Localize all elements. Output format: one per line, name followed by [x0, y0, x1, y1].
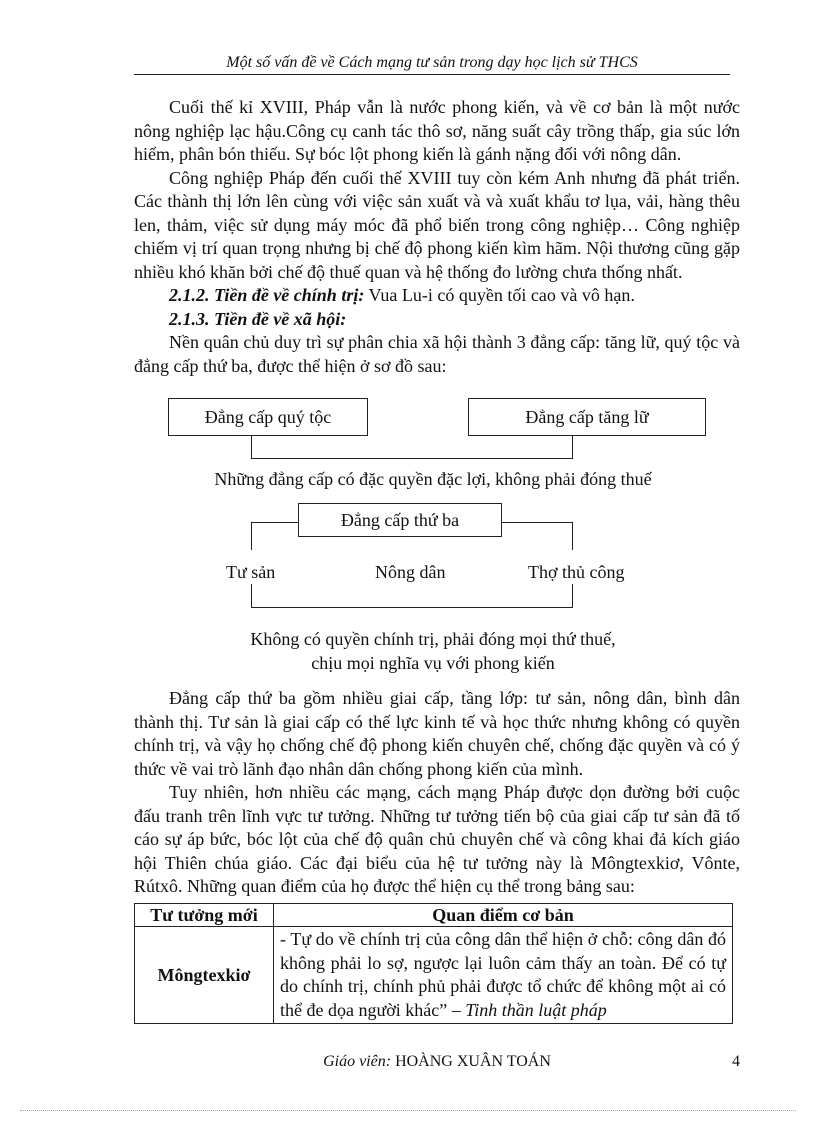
group-peasants: Nông dân — [375, 562, 446, 582]
footer-teacher-label: Giáo viên: — [323, 1053, 392, 1070]
connector-bourgeoisie-drop — [251, 522, 252, 550]
third-estate-caption-2: chịu mọi nghĩa vụ với phong kiến — [311, 653, 555, 673]
connector-clergy-down — [572, 436, 573, 459]
connector-bottom-bracket — [251, 607, 573, 608]
section-heading-213: 2.1.3. Tiền đề về xã hội: — [169, 308, 347, 329]
connector-nobility-down — [251, 436, 252, 459]
connector-bottom-left — [251, 584, 252, 608]
section-political-premise — [134, 284, 740, 308]
table-header-thought: Tư tưởng mới — [135, 904, 274, 927]
footer-teacher-name: HOÀNG XUÂN TOÁN — [391, 1053, 551, 1070]
thinker-name: Môngtexkiơ — [135, 927, 274, 1024]
privileged-caption: Những đẳng cấp có đặc quyền đặc lợi, không phải đóng thuế — [214, 469, 652, 489]
viewpoint-source: Tinh thần luật pháp — [465, 999, 607, 1020]
bottom-text-block — [134, 687, 740, 899]
viewpoint-text: - Tự do về chính trị của công dân thể hiện ở chỗ: công dân đó không phải lo sợ, ngược lại luôn cảm thấy an toàn. Để có tự do chính trị, chính phủ phải được tổ chức để không một ai có thể đe dọa người khác” – — [280, 929, 726, 1020]
paragraph-agriculture: Cuối thế kỉ XVIII, Pháp vẫn là nước phong kiến, và về cơ bản là một nước nông nghiệp lạc hậu.Công cụ canh tác thô sơ, năng suất cây trồng thấp, gia súc lớn hiếm, phân bón thiếu. Sự bóc lột phong kiến là gánh nặng đối với nông dân. — [134, 97, 740, 164]
footer-teacher — [134, 1053, 740, 1071]
connector-artisans-drop — [572, 522, 573, 550]
section-text-212: Vua Lu-i có quyền tối cao và vô hạn. — [364, 285, 635, 305]
box-clergy: Đẳng cấp tăng lữ — [468, 398, 706, 436]
group-bourgeoisie: Tư sản — [226, 562, 276, 582]
table-row — [135, 927, 733, 1024]
paragraph-industry: Công nghiệp Pháp đến cuối thế XVIII tuy còn kém Anh nhưng đã phát triển. Các thành thị lớn lên cùng với việc sản xuất và và xuất khẩu tơ lụa, vải, hàng thêu len, thảm, việc sử dụng máy móc đã phổ biến trong công nghiệp… Công nghiệp chiếm vị trí quan trọng nhưng bị chế độ phong kiến kìm hãm. Nội thương cũng gặp nhiều khó khăn bởi chế độ thuế quan và hệ thống đo lường chưa thống nhất. — [134, 167, 740, 282]
table-header-viewpoint: Quan điểm cơ bản — [274, 904, 733, 927]
third-estate-caption-1: Không có quyền chính trị, phải đóng mọi thứ thuế, — [250, 629, 616, 649]
connector-privileged-bracket — [251, 458, 573, 459]
paragraph-intro-diagram: Nền quân chủ duy trì sự phân chia xã hội thành 3 đẳng cấp: tăng lữ, quý tộc và đẳng cấp thứ ba, được thể hiện ở sơ đồ sau: — [134, 332, 740, 376]
box-nobility: Đẳng cấp quý tộc — [168, 398, 368, 436]
thinkers-table — [134, 903, 733, 1024]
table-header-row — [135, 904, 733, 927]
page-bottom-border — [20, 1110, 796, 1111]
box-third-estate: Đẳng cấp thứ ba — [298, 503, 502, 537]
top-text-block — [134, 96, 740, 378]
group-artisans: Thợ thủ công — [528, 562, 625, 582]
connector-bottom-right — [572, 584, 573, 608]
page-number: 4 — [732, 1053, 740, 1070]
section-social-premise — [134, 308, 740, 332]
section-heading-212: 2.1.2. Tiền đề về chính trị: — [169, 285, 365, 305]
connector-third-right — [501, 522, 573, 523]
paragraph-third-estate: Đẳng cấp thứ ba gồm nhiều giai cấp, tầng lớp: tư sản, nông dân, bình dân thành thị. Tư sản là giai cấp có thế lực kinh tế và học thức nhưng không có quyền chính trị, và vậy họ chống chế độ phong kiến chuyên chế, chống đặc quyền và có ý thức về vai trò lãnh đạo nhân dân chống phong kiến của mình. — [134, 688, 740, 779]
paragraph-enlightenment: Tuy nhiên, hơn nhiều các mạng, cách mạng Pháp được dọn đường bởi cuộc đấu tranh trên lĩnh vực tư tưởng. Những tư tưởng tiến bộ của giai cấp tư sản đã tố cáo sự áp bức, bóc lột của chế độ quân chủ chuyên chế và công khai đả kích giáo hội Thiên chúa giáo. Các đại biểu của hệ tư tưởng này là Môngtexkiơ, Vônte, Rútxô. Những quan điểm của họ được thể hiện cụ thể trong bảng sau: — [134, 782, 740, 896]
page-header: Một số vấn đề về Cách mạng tư sản trong dạy học lịch sử THCS — [134, 53, 730, 75]
connector-third-left — [251, 522, 299, 523]
thinker-viewpoint — [274, 927, 733, 1024]
